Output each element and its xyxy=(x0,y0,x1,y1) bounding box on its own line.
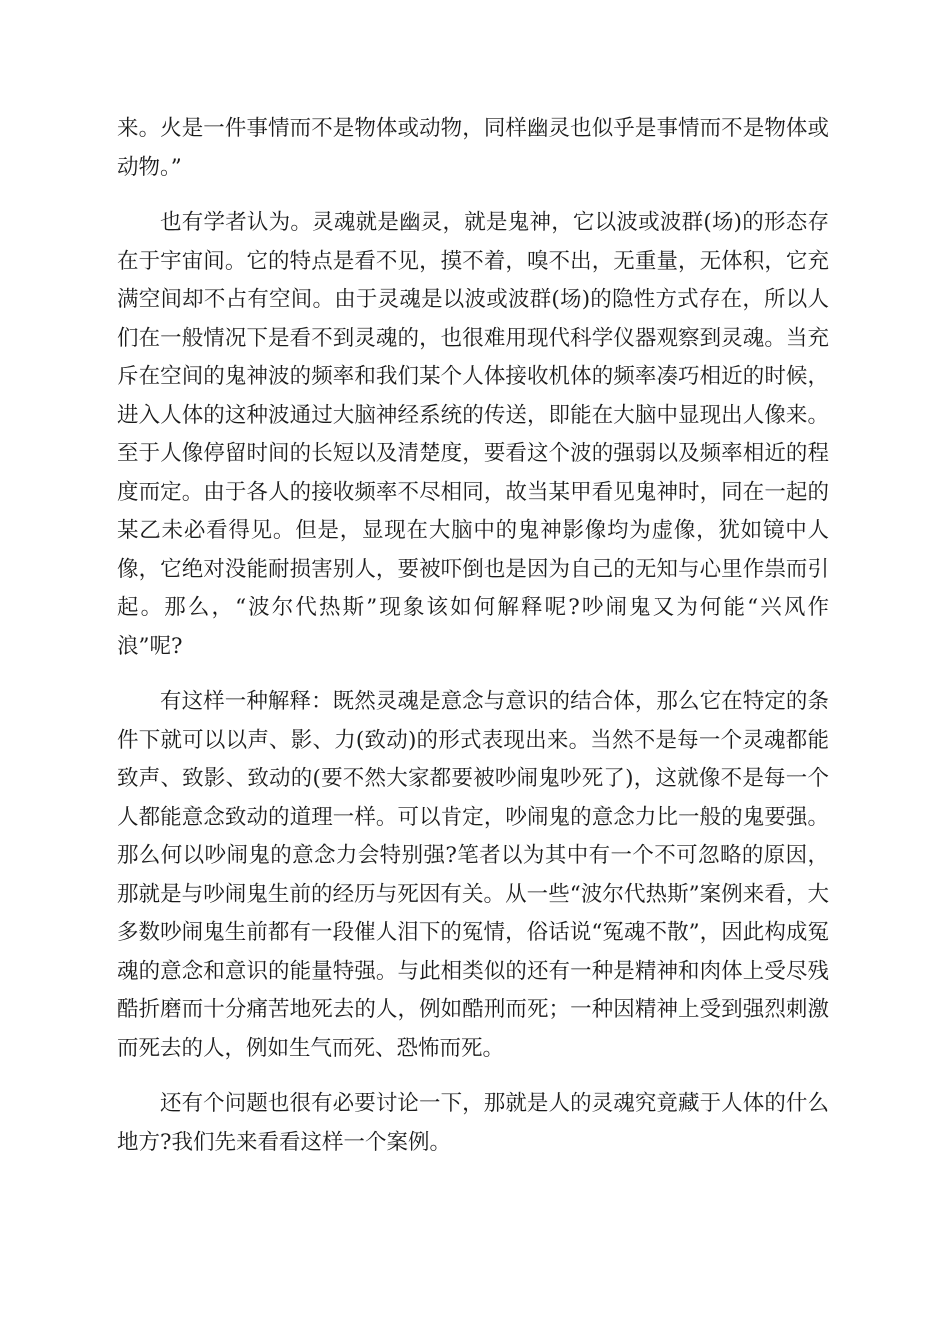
paragraph-poltergeist-explanation: 有这样一种解释：既然灵魂是意念与意识的结合体，那么它在特定的条件下就可以以声、影、力(致动)的形式表现出来。当然不是每一个灵魂都能致声、致影、致动的(要不然大家都要被吵闹鬼吵死了)，这就像不是每一个人都能意念致动的道理一样。可以肯定，吵闹鬼的意念力比一般的鬼要强。那么何以吵闹鬼的意念力会特别强?笔者以为其中有一个不可忽略的原因，那就是与吵闹鬼生前的经历与死因有关。从一些“波尔代热斯”案例来看，大多数吵闹鬼生前都有一段催人泪下的冤情，俗话说“冤魂不散”，因此构成冤魂的意念和意识的能量特强。与此相类似的还有一种是精神和肉体上受尽残酷折磨而十分痛苦地死去的人，例如酷刑而死；一种因精神上受到强烈刺激而死去的人，例如生气而死、恐怖而死。 xyxy=(117,689,829,1061)
paragraph-soul-as-wave: 也有学者认为。灵魂就是幽灵，就是鬼神，它以波或波群(场)的形态存在于宇宙间。它的特点是看不见，摸不着，嗅不出，无重量，无体积，它充满空间却不占有空间。由于灵魂是以波或波群(场)的隐性方式存在，所以人们在一般情况下是看不到灵魂的，也很难用现代科学仪器观察到灵魂。当充斥在空间的鬼神波的频率和我们某个人体接收机体的频率凑巧相近的时候，进入人体的这种波通过大脑神经系统的传送，即能在大脑中显现出人像来。至于人像停留时间的长短以及清楚度，要看这个波的强弱以及频率相近的程度而定。由于各人的接收频率不尽相同，故当某甲看见鬼神时，同在一起的某乙未必看得见。但是，显现在大脑中的鬼神影像均为虚像，犹如镜中人像，它绝对没能耐损害别人，要被吓倒也是因为自己的无知与心里作祟而引起。那么，“波尔代热斯”现象该如何解释呢?吵闹鬼又为何能“兴风作浪”呢? xyxy=(117,210,829,659)
document-body xyxy=(117,110,829,1179)
paragraph-soul-location-question: 还有个问题也很有必要讨论一下，那就是人的灵魂究竟藏于人体的什么地方?我们先来看看这样一个案例。 xyxy=(117,1091,829,1155)
paragraph-continuation: 来。火是一件事情而不是物体或动物，同样幽灵也似乎是事情而不是物体或动物。” xyxy=(117,116,829,180)
